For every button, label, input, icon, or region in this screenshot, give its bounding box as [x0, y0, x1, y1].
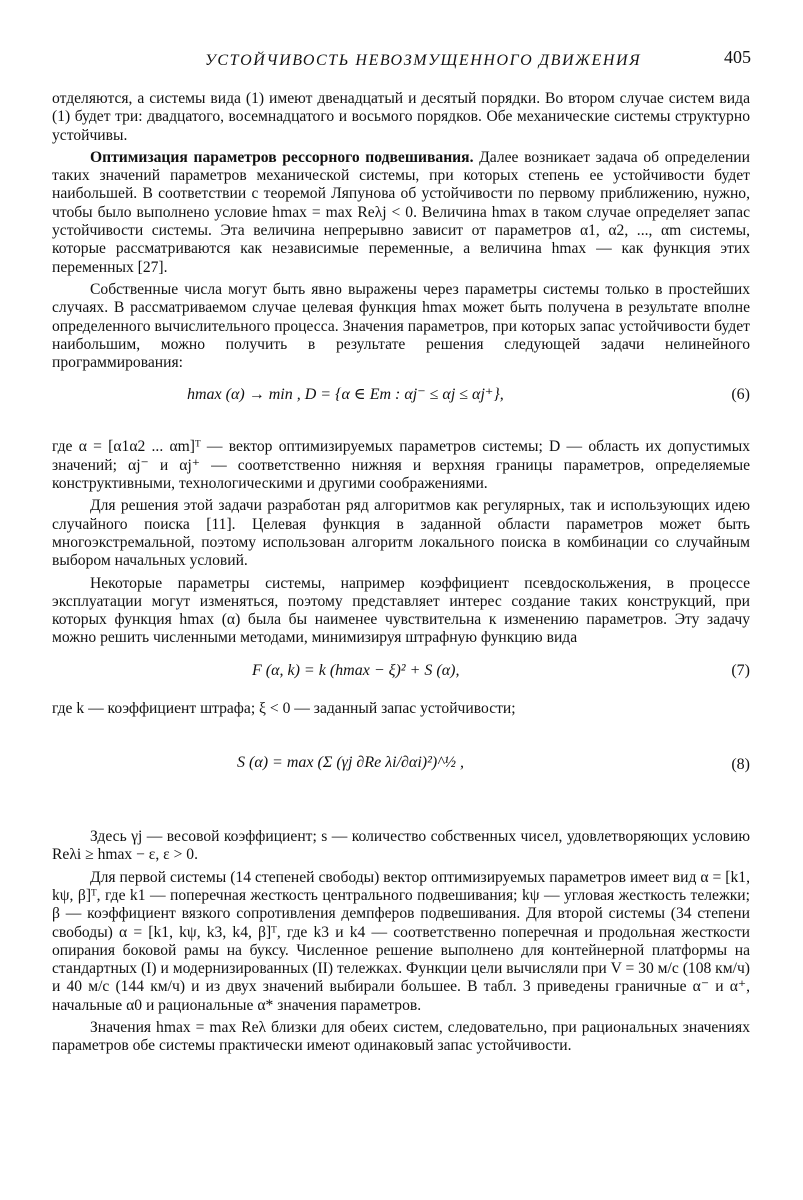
equation-7-number: (7) — [731, 661, 750, 679]
equation-6-number: (6) — [731, 386, 750, 404]
equation-7 — [52, 660, 750, 690]
paragraph-6: Некоторые параметры системы, например коэффициент псевдоскольжения, в процессе эксплуатации могут изменяться, поэтому представляет интерес создание таких конструкций, при которых функция hmax (α) была бы наименее чувствительна к изменению параметров. Эту задачу можно решить численными методами, минимизируя штрафную функцию вида — [52, 574, 750, 647]
equation-8-formula: S (α) = max (Σ (γj ∂Re λi/∂αi)²)^½ , — [237, 754, 464, 772]
paragraph-9: Для первой системы (14 степеней свободы) вектор оптимизируемых параметров имеет вид α = [k1, kψ, β]ᵀ, где k1 — поперечная жесткость центрального подвешивания; kψ — угловая жесткость тележки; β — коэффициент вязкого сопротивления демпферов подвешивания. Для второй системы (34 степени свободы) α = [k1, kψ, k3, k4, β]ᵀ, где k3 и k4 — соответственно поперечная и продольная жесткости опирания боковой рамы на буксу. Численное решение выполнено для контейнерной платформы на стандартных (I) и модернизированных (II) тележках. Функции цели вычисляли при V = 30 м/с (108 км/ч) и 40 м/с (144 км/ч) и из двух значений выбирали большее. В табл. 3 приведены граничные α⁻ и α⁺, начальные α0 и рациональные α* значения параметров. — [52, 868, 750, 1014]
equation-8 — [52, 732, 750, 810]
section-heading: Оптимизация параметров рессорного подвешивания. — [90, 148, 474, 166]
paragraph-2 — [52, 149, 750, 277]
page-number: 405 — [724, 47, 751, 67]
paragraph-3: Собственные числа могут быть явно выражены через параметры системы только в простейших случаях. В рассматриваемом случае целевая функция hmax может быть получена в результате вполне определенного вычислительного процесса. Значения параметров, при которых запас устойчивости будет наибольшим, можно получить в результате решения следующей задачи нелинейного программирования: — [52, 280, 750, 372]
paragraph-1: отделяются, а системы вида (1) имеют двенадцатый и десятый порядки. Во втором случае систем вида (1) будет три: двадцатого, восемнадцатого и восьмого порядков. Обе механические системы структурно устойчивы. — [52, 90, 750, 144]
equation-8-number: (8) — [731, 756, 750, 774]
paragraph-5: Для решения этой задачи разработан ряд алгоритмов как регулярных, так и использующих идею случайного поиска [11]. Целевая функция в заданной области параметров может быть многоэкстремальной, поэтому использован алгоритм локального поиска в комбинации со случайным выбором начальных условий. — [52, 497, 750, 570]
paragraph-2-text: Далее возникает задача об определении таких значений параметров механической системы, при которых степень ее устойчивости будет наибольшей. В соответствии с теоремой Ляпунова об устойчивости по первому приближению, нужно, чтобы было выполнено условие hmax = max Reλj < 0. Величина hmax в таком случае определяет запас устойчивости системы. Эта величина непрерывно зависит от параметров α1, α2, ..., αm системы, которые рассматриваются как независимые переменные, а величина hmax — как функция этих переменных [27]. — [52, 148, 750, 276]
equation-6 — [52, 384, 750, 428]
equation-6-formula: hmax (α) → min , D = {α ∈ Em : αj⁻ ≤ αj ≤ αj⁺}, — [187, 386, 504, 404]
paragraph-4: где α = [α1α2 ... αm]ᵀ — вектор оптимизируемых параметров системы; D — область их допустимых значений; αj⁻ и αj⁺ — соответственно нижняя и верхняя границы параметров, определяемые конструктивными, технологическими и другими соображениями. — [52, 438, 750, 493]
paragraph-8: Здесь γj — весовой коэффициент; s — количество собственных чисел, удовлетворяющих условию Reλi ≥ hmax − ε, ε > 0. — [52, 828, 750, 864]
running-title: УСТОЙЧИВОСТЬ НЕВОЗМУЩЕННОГО ДВИЖЕНИЯ — [205, 52, 642, 69]
paragraph-10: Значения hmax = max Reλ близки для обеих систем, следовательно, при рациональных значениях параметров обе системы практически имеют одинаковый запас устойчивости. — [52, 1018, 750, 1055]
page-body — [52, 90, 750, 1060]
paragraph-7: где k — коэффициент штрафа; ξ < 0 — заданный запас устойчивости; — [52, 699, 516, 717]
equation-7-formula: F (α, k) = k (hmax − ξ)² + S (α), — [252, 661, 460, 679]
